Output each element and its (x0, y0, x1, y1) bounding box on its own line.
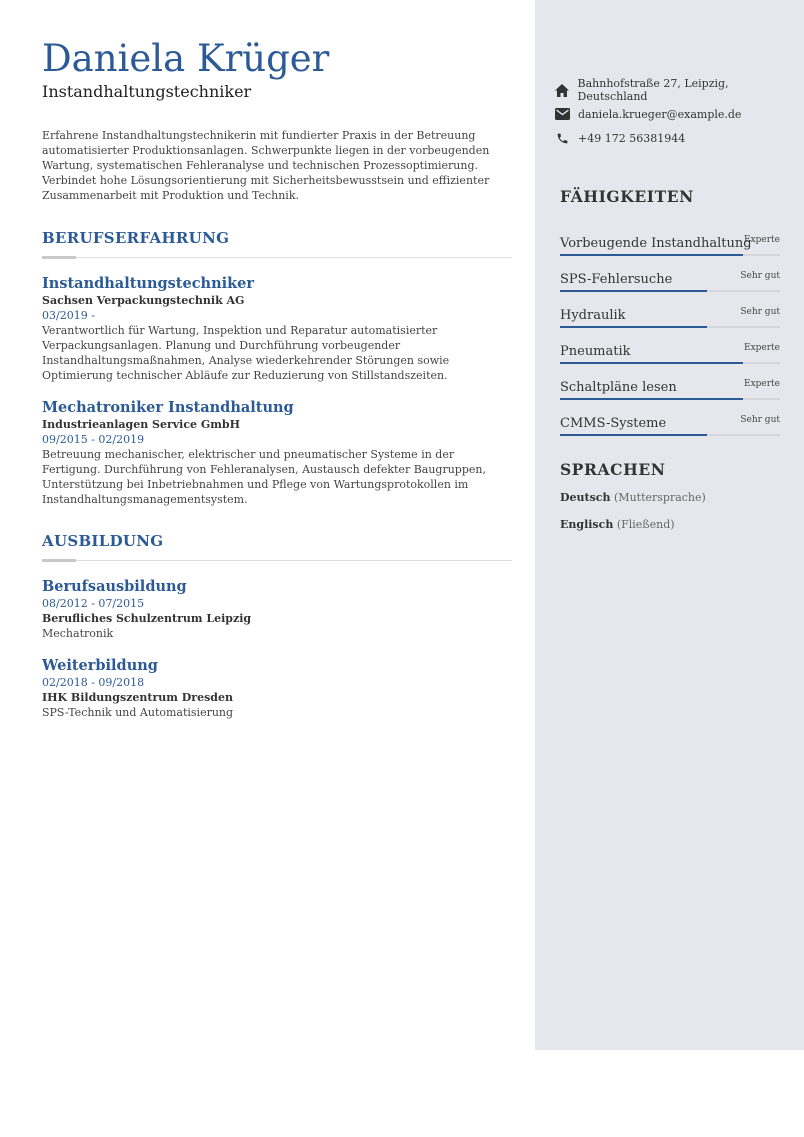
skill-name: SPS-Fehlersuche (560, 272, 673, 287)
phone-icon (555, 131, 570, 146)
email-link[interactable]: daniela.krueger@example.de (578, 107, 742, 121)
sidebar (535, 0, 804, 1050)
languages-section (560, 460, 780, 533)
skill-name: CMMS-Systeme (560, 416, 667, 431)
experience-company: Industrieanlagen Service GmbH (42, 418, 240, 431)
education-school: IHK Bildungszentrum Dresden (42, 691, 233, 704)
education-date: 08/2012 - 07/2015 (42, 597, 145, 610)
job-title: Instandhaltungstechniker (42, 82, 252, 101)
skill-item (560, 306, 780, 359)
phone-text: +49 172 56381944 (578, 131, 686, 145)
education-subject: Mechatronik (42, 627, 114, 640)
skill-level: Experte (744, 379, 780, 389)
experience-title: Mechatroniker Instandhaltung (42, 399, 294, 416)
address-text: Bahnhofstraße 27, Leipzig, Deutschland (577, 77, 729, 103)
languages-heading: SPRACHEN (560, 460, 666, 479)
skill-item (560, 378, 780, 431)
experience-description: Betreuung mechanischer, elektrischer und pneumatischer Systeme in der Fertigung. Durchführung von Fehleranalysen, Austausch defekter Baugruppen, Unterstützung bei Inbetriebnahmen und Pflege von Wartungsprotokollen im Instandhaltungsmanagementsystem. (42, 448, 486, 506)
skill-item (560, 270, 780, 323)
section-divider (42, 559, 512, 562)
education-date: 02/2018 - 09/2018 (42, 676, 145, 689)
contact-email (555, 106, 795, 122)
skill-bar-fill (560, 434, 707, 436)
skill-item (560, 342, 780, 395)
skill-bar (560, 434, 780, 436)
skill-level: Sehr gut (740, 307, 780, 317)
skill-name: Hydraulik (560, 308, 626, 323)
experience-heading: BERUFSERFAHRUNG (42, 229, 230, 247)
experience-company: Sachsen Verpackungstechnik AG (42, 294, 245, 307)
skill-level: Experte (744, 343, 780, 353)
skill-name: Pneumatik (560, 344, 631, 359)
skill-item (560, 198, 780, 251)
section-divider (42, 256, 512, 259)
language-item (560, 517, 780, 533)
skill-name: Schaltpläne lesen (560, 380, 677, 395)
skills-heading: FÄHIGKEITEN (560, 187, 694, 206)
education-title: Weiterbildung (42, 657, 158, 674)
language-name: Deutsch (560, 491, 611, 504)
language-level: (Fließend) (616, 518, 675, 531)
language-item (560, 490, 780, 506)
skill-item (560, 234, 780, 287)
language-level: (Muttersprache) (614, 491, 706, 504)
contact-info (555, 77, 795, 154)
education-entry (42, 578, 512, 641)
person-name: Daniela Krüger (42, 37, 330, 80)
home-icon (555, 83, 570, 98)
skill-level: Sehr gut (740, 271, 780, 281)
main-column (42, 36, 512, 720)
education-subject: SPS-Technik und Automatisierung (42, 706, 234, 719)
skill-name: Vorbeugende Instandhaltung (560, 236, 752, 251)
experience-entry (42, 399, 512, 507)
contact-phone (555, 130, 795, 146)
experience-entry (42, 275, 512, 383)
education-entry (42, 657, 512, 720)
experience-date: 03/2019 - (42, 309, 95, 322)
education-title: Berufsausbildung (42, 578, 187, 595)
skills-list (560, 198, 780, 431)
profile-summary: Erfahrene Instandhaltungstechnikerin mit fundierter Praxis in der Betreuung automatisierter Produktionsanlagen. Schwerpunkte liegen in der vorbeugenden Wartung, systematischen Fehleranalyse und technischen Prozessoptimierung. Verbindet hohe Lösungsorientierung mit Sicherheitsbewusstsein und effizienter Zusammenarbeit mit Produktion und Technik. (42, 129, 490, 202)
mail-icon (555, 107, 570, 122)
contact-address (555, 77, 795, 103)
experience-title: Instandhaltungstechniker (42, 275, 255, 292)
experience-description: Verantwortlich für Wartung, Inspektion und Reparatur automatisierter Verpackungsanlagen. Planung und Durchführung vorbeugender Instandhaltungsmaßnahmen, Analyse wiederkehrender Störungen sowie Optimierung technischer Abläufe zur Reduzierung von Stillstandszeiten. (42, 324, 450, 382)
skill-level: Experte (744, 235, 780, 245)
experience-date: 09/2015 - 02/2019 (42, 433, 145, 446)
skills-section (560, 187, 780, 431)
language-name: Englisch (560, 518, 614, 531)
education-heading: AUSBILDUNG (42, 532, 164, 550)
education-school: Berufliches Schulzentrum Leipzig (42, 612, 252, 625)
skill-level: Sehr gut (740, 415, 780, 425)
